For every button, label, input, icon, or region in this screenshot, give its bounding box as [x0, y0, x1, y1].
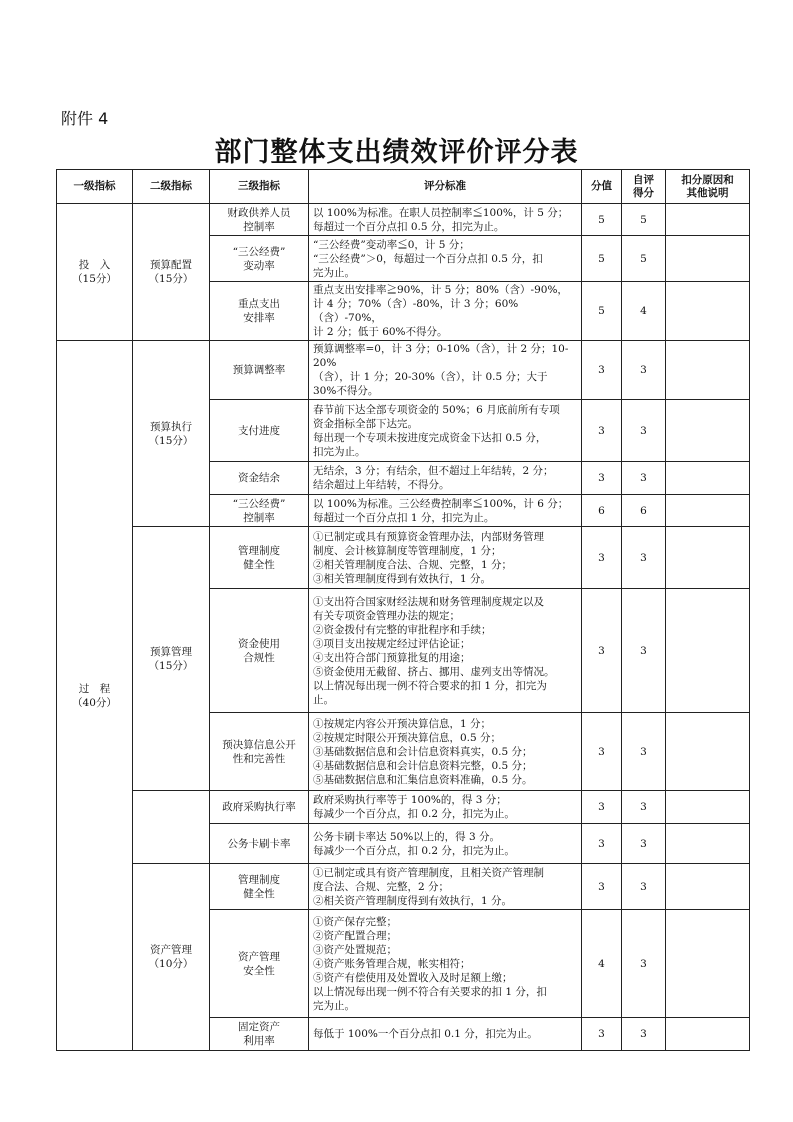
table-row — [57, 864, 750, 910]
level3-indicator: “三公经费” 控制率 — [210, 495, 309, 527]
level3-indicator: 公务卡刷卡率 — [210, 824, 309, 864]
scoring-standard: 无结余，3 分；有结余，但不超过上年结转，2 分； 结余超过上年结转，不得分。 — [309, 462, 582, 495]
score-value: 3 — [582, 462, 622, 495]
level3-indicator: 固定资产 利用率 — [210, 1018, 309, 1051]
self-score-value: 5 — [622, 236, 666, 282]
self-score-value: 6 — [622, 495, 666, 527]
self-score-value: 3 — [622, 527, 666, 589]
evaluation-table — [56, 169, 750, 1051]
reason-cell — [666, 400, 750, 462]
level3-indicator: 预决算信息公开 性和完善性 — [210, 713, 309, 791]
self-score-value: 3 — [622, 341, 666, 400]
header-level2: 二级指标 — [133, 170, 210, 204]
level2-budget-config: 预算配置 （15分） — [133, 204, 210, 341]
score-value: 4 — [582, 910, 622, 1018]
reason-cell — [666, 495, 750, 527]
level1-process: 过 程 （40分） — [57, 341, 133, 1051]
score-value: 5 — [582, 236, 622, 282]
score-value: 5 — [582, 282, 622, 341]
scoring-standard: ①资产保存完整； ②资产配置合理； ③资产处置规范； ④资产账务管理合规，帐实相符； ⑤资产有偿使用及处置收入及时足额上缴； 以上情况每出现一例不符合有关要求的扣 1 分，扣 完为止。 — [309, 910, 582, 1018]
reason-cell — [666, 341, 750, 400]
score-value: 3 — [582, 713, 622, 791]
self-score-value: 3 — [622, 824, 666, 864]
self-score-value: 3 — [622, 462, 666, 495]
level2-budget-mgmt: 预算管理 （15分） — [133, 527, 210, 791]
level3-indicator: 资金结余 — [210, 462, 309, 495]
score-value: 3 — [582, 341, 622, 400]
level2-blank — [133, 791, 210, 864]
self-score-value: 3 — [622, 791, 666, 824]
page-title: 部门整体支出绩效评价评分表 — [214, 137, 579, 168]
reason-cell — [666, 910, 750, 1018]
self-score-value: 3 — [622, 400, 666, 462]
scoring-standard: ①已制定或具有预算资金管理办法，内部财务管理 制度、会计核算制度等管理制度，1 分； ②相关管理制度合法、合规、完整，1 分； ③相关管理制度得到有效执行，1 分。 — [309, 527, 582, 589]
reason-cell — [666, 462, 750, 495]
scoring-standard: “三公经费”变动率≦0，计 5 分； “三公经费”＞0，每超过一个百分点扣 0.5 分，扣 完为止。 — [309, 236, 582, 282]
scoring-standard: 政府采购执行率等于 100%的，得 3 分； 每减少一个百分点，扣 0.2 分，扣完为止。 — [309, 791, 582, 824]
score-value: 3 — [582, 1018, 622, 1051]
score-value: 3 — [582, 791, 622, 824]
reason-cell — [666, 713, 750, 791]
header-standard: 评分标准 — [309, 170, 582, 204]
reason-cell — [666, 236, 750, 282]
reason-cell — [666, 204, 750, 236]
level1-input: 投 入 （15分） — [57, 204, 133, 341]
level3-indicator: “三公经费” 变动率 — [210, 236, 309, 282]
scoring-standard: 春节前下达全部专项资金的 50%；6 月底前所有专项 资金指标全部下达完。 每出现一个专项未按进度完成资金下达扣 0.5 分， 扣完为止。 — [309, 400, 582, 462]
header-level3: 三级指标 — [210, 170, 309, 204]
header-self-score: 自评 得分 — [622, 170, 666, 204]
scoring-standard: ①按规定内容公开预决算信息，1 分； ②按规定时限公开预决算信息，0.5 分； ③基础数据信息和会计信息资料真实，0.5 分； ④基础数据信息和会计信息资料完整，0.5 分； ⑤基础数据信息和汇集信息资料准确，0.5 分。 — [309, 713, 582, 791]
self-score-value: 3 — [622, 589, 666, 713]
score-value: 6 — [582, 495, 622, 527]
scoring-standard: 每低于 100%一个百分点扣 0.1 分，扣完为止。 — [309, 1018, 582, 1051]
reason-cell — [666, 824, 750, 864]
self-score-value: 4 — [622, 282, 666, 341]
score-value: 3 — [582, 527, 622, 589]
score-value: 3 — [582, 400, 622, 462]
level3-indicator: 重点支出 安排率 — [210, 282, 309, 341]
scoring-standard: ①支出符合国家财经法规和财务管理制度规定以及 有关专项资金管理办法的规定； ②资金拨付有完整的审批程序和手续； ③项目支出按规定经过评估论证； ④支出符合部门预算批复的用途； ⑤资金使用无截留、挤占、挪用、虚列支出等情况。 以上情况每出现一例不符合要求的扣 1 分，扣完为 止。 — [309, 589, 582, 713]
self-score-value: 3 — [622, 864, 666, 910]
score-value: 3 — [582, 589, 622, 713]
scoring-standard: 以 100%为标准。在职人员控制率≦100%，计 5 分； 每超过一个百分点扣 0.5 分，扣完为止。 — [309, 204, 582, 236]
score-value: 5 — [582, 204, 622, 236]
score-value: 3 — [582, 864, 622, 910]
reason-cell — [666, 1018, 750, 1051]
scoring-standard: ①已制定或具有资产管理制度，且相关资产管理制 度合法、合规、完整，2 分； ②相关资产管理制度得到有效执行，1 分。 — [309, 864, 582, 910]
score-value: 3 — [582, 824, 622, 864]
scoring-standard: 重点支出安排率≧90%，计 5 分；80%（含）-90%， 计 4 分；70%（含）-80%，计 3 分；60%（含）-70%， 计 2 分；低于 60%不得分。 — [309, 282, 582, 341]
self-score-value: 3 — [622, 1018, 666, 1051]
reason-cell — [666, 527, 750, 589]
level2-budget-exec: 预算执行 （15分） — [133, 341, 210, 527]
attachment-label: 附件 4 — [61, 109, 109, 128]
self-score-value: 3 — [622, 713, 666, 791]
table-row — [57, 527, 750, 589]
level3-indicator: 财政供养人员 控制率 — [210, 204, 309, 236]
level3-indicator: 资金使用 合规性 — [210, 589, 309, 713]
reason-cell — [666, 864, 750, 910]
level2-asset-mgmt: 资产管理 （10分） — [133, 864, 210, 1051]
header-score: 分值 — [582, 170, 622, 204]
level3-indicator: 政府采购执行率 — [210, 791, 309, 824]
self-score-value: 3 — [622, 910, 666, 1018]
reason-cell — [666, 791, 750, 824]
table-row — [57, 204, 750, 236]
reason-cell — [666, 282, 750, 341]
level3-indicator: 管理制度 健全性 — [210, 527, 309, 589]
level3-indicator: 管理制度 健全性 — [210, 864, 309, 910]
self-score-value: 5 — [622, 204, 666, 236]
header-level1: 一级指标 — [57, 170, 133, 204]
reason-cell — [666, 589, 750, 713]
level3-indicator: 资产管理 安全性 — [210, 910, 309, 1018]
scoring-standard: 以 100%为标准。三公经费控制率≦100%，计 6 分； 每超过一个百分点扣 1 分，扣完为止。 — [309, 495, 582, 527]
level3-indicator: 预算调整率 — [210, 341, 309, 400]
header-reason: 扣分原因和 其他说明 — [666, 170, 750, 204]
level3-indicator: 支付进度 — [210, 400, 309, 462]
scoring-standard: 公务卡刷卡率达 50%以上的，得 3 分。 每减少一个百分点，扣 0.2 分，扣完为止。 — [309, 824, 582, 864]
table-header-row — [57, 170, 750, 204]
scoring-standard: 预算调整率=0，计 3 分；0-10%（含），计 2 分；10-20% （含），计 1 分；20-30%（含），计 0.5 分；大于 30%不得分。 — [309, 341, 582, 400]
table-row — [57, 341, 750, 400]
table-row — [57, 791, 750, 824]
